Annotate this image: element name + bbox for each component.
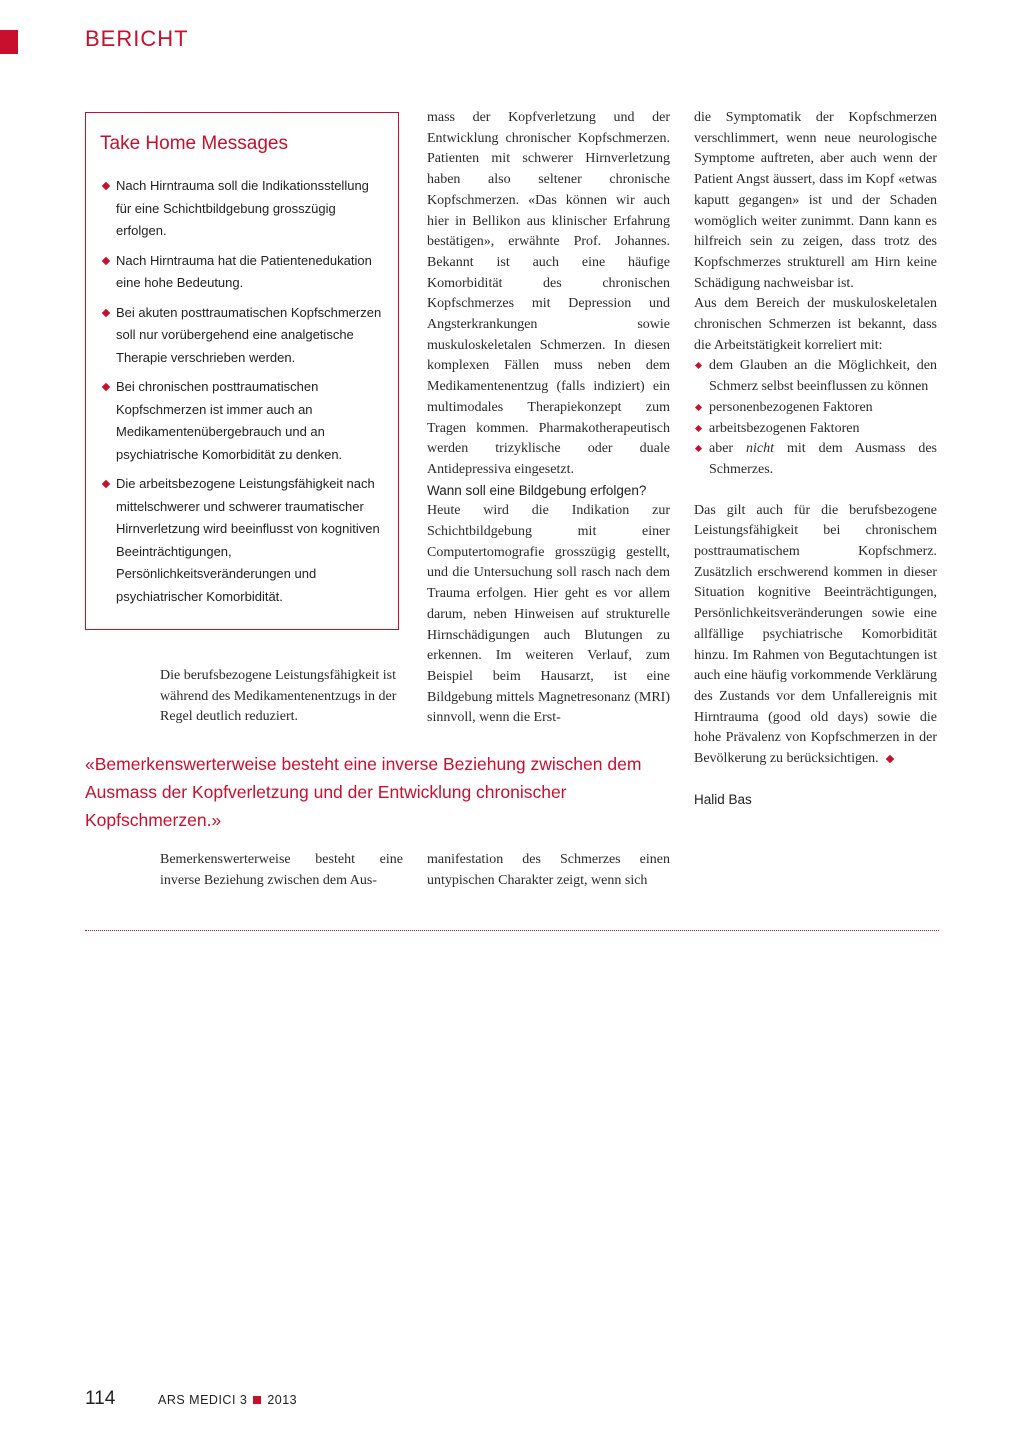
- list-item-text: mit dem Ausmass des Schmerzes.: [709, 441, 937, 477]
- journal-footer: [158, 1393, 297, 1407]
- box-title: Take Home Messages: [100, 133, 288, 154]
- list-item-text: Nach Hirntrauma soll die Indikationsstellung für eine Schichtbildgebung grosszügig erfolgen.: [116, 178, 369, 238]
- diamond-bullet-icon: [102, 383, 110, 391]
- list-item-text: aber: [709, 441, 747, 457]
- column-1-top: [160, 666, 403, 728]
- diamond-bullet-icon: [695, 445, 702, 452]
- header-accent-bar: [0, 30, 18, 54]
- list-item: [100, 376, 384, 466]
- list-item: [100, 473, 384, 608]
- take-home-box: [85, 112, 399, 630]
- paragraph: die Symptomatik der Kopfschmerzen verschlimmert, wenn neue neurologische Symptome auftreten, aber auch wenn der Patient Angst äussert, dass im Kopf «etwas kaputt gegangen» ist und der Schaden womöglich weiter zunimmt. Dann kann es hilfreich sein zu zeigen, dass trotz des Kopfschmerzes strukturell am Hirn keine Schädigung nachweisbar ist.: [694, 110, 937, 291]
- take-home-list: [100, 175, 384, 608]
- paragraph-text: Das gilt auch für die berufsbezogene Leistungsfähigkeit bei chronischem posttraumatischem Kopfschmerz. Zusätzlich erschwerend kommen in dieser Situation kognitive Beeinträchtigungen, Persönlichkeitsveränderungen sowie eine allfällige psychiatrische Komorbidität hinzu. Im Rahmen von Begutachtungen ist auch eine häufig vorkommende Verklärung des Zustands vor dem Unfallereignis mit Hirntrauma (good old days) sowie die hohe Prävalenz von Kopfschmerzen in der Bevölkerung zu berücksichtigen.: [694, 502, 937, 767]
- list-item-text: arbeitsbezogenen Faktoren: [709, 420, 860, 436]
- list-item-text: dem Glauben an die Möglichkeit, den Schmerz selbst beeinflussen zu können: [709, 358, 937, 395]
- paragraph: Aus dem Bereich der muskuloskeletalen chronischen Schmerzen ist bekannt, dass die Arbeitstätigkeit korreliert mit:: [694, 296, 937, 353]
- page-number: 114: [85, 1388, 116, 1409]
- divider: [85, 930, 939, 931]
- emphasis-text: nicht: [746, 441, 775, 457]
- section-label: BERICHT: [85, 26, 189, 51]
- paragraph: [694, 501, 937, 770]
- column-2-bottom: [427, 850, 670, 891]
- list-item: [694, 439, 937, 480]
- list-item: [694, 419, 937, 440]
- list-item: [100, 302, 384, 370]
- list-item-text: Bei chronischen posttraumatischen Kopfschmerzen ist immer auch an Medikamentenübergebrauch und an psychiatrische Komorbidität zu denken.: [116, 379, 343, 462]
- diamond-bullet-icon: [102, 256, 110, 264]
- diamond-bullet-icon: [102, 308, 110, 316]
- diamond-bullet-icon: [695, 404, 702, 411]
- list-item-text: Nach Hirntrauma hat die Patientenedukation eine hohe Bedeutung.: [116, 252, 372, 290]
- journal-year: 2013: [267, 1393, 298, 1407]
- column-2-top: [427, 108, 670, 729]
- diamond-bullet-icon: [695, 362, 702, 369]
- correlation-list: [694, 356, 937, 480]
- paragraph: Heute wird die Indikation zur Schichtbildgebung mit einer Computertomografie grosszügig gestellt, und die Untersuchung soll rasch nach dem Trauma erfolgen. Hier geht es vor allem darum, neben Hinweisen auf strukturelle Hirnschädigungen auch Blutungen zu erkennen. Im weiteren Verlauf, zum Beispiel beim Hausarzt, ist eine Bildgebung mittels Magnetresonanz (MRI) sinnvoll, wenn die Erst-: [427, 503, 670, 726]
- list-item: [694, 398, 937, 419]
- list-item-text: personenbezogenen Faktoren: [709, 399, 873, 415]
- paragraph: Bemerkenswerterweise besteht eine inverse Beziehung zwischen dem Aus-: [160, 852, 403, 888]
- diamond-bullet-icon: [102, 182, 110, 190]
- list-item-text: Die arbeitsbezogene Leistungsfähigkeit nach mittelschwerer und schwerer traumatischer Hirnverletzung wird beeinflusst von kognitiven Beeinträchtigungen, Persönlichkeitsveränderungen und psychiatrischer Komorbidität.: [116, 476, 380, 604]
- list-item: [694, 356, 937, 397]
- subheading: Wann soll eine Bildgebung erfolgen?: [427, 482, 647, 498]
- end-mark-icon: [885, 755, 893, 763]
- square-separator-icon: [253, 1396, 261, 1404]
- pull-quote: «Bemerkenswerterweise besteht eine inverse Beziehung zwischen dem Ausmass der Kopfverletzung und der Entwicklung chronischer Kopfschmerzen.»: [85, 754, 642, 830]
- paragraph: Die berufsbezogene Leistungsfähigkeit ist während des Medikamentenentzugs in der Regel deutlich reduziert.: [160, 668, 397, 725]
- paragraph: mass der Kopfverletzung und der Entwicklung chronischer Kopfschmerzen. Patienten mit schwerer Hirnverletzung haben also seltener chronische Kopfschmerzen. «Das können wir auch hier in Bellikon aus klinischer Erfahrung bestätigen», erwähnte Prof. Johannes. Bekannt ist auch eine häufige Komorbidität des chronischen Kopfschmerzes mit Depression und Angsterkrankungen sowie muskuloskeletalen Schmerzen. In diesen komplexen Fällen muss neben dem Medikamentenentzug (falls indiziert) ein multimodales Therapiekonzept zum Tragen kommen. Pharmakotherapeutisch werden trizyklische oder duale Antidepressiva eingesetzt.: [427, 110, 670, 477]
- list-item: [100, 250, 384, 295]
- journal-name: ARS MEDICI 3: [158, 1393, 248, 1407]
- list-item-text: Bei akuten posttraumatischen Kopfschmerzen soll nur vorübergehend eine analgetische Therapie verschrieben werden.: [116, 304, 382, 365]
- column-1-bottom: [160, 850, 403, 891]
- paragraph: manifestation des Schmerzes einen untypischen Charakter zeigt, wenn sich: [427, 852, 670, 888]
- author-name: Halid Bas: [694, 791, 752, 807]
- diamond-bullet-icon: [695, 425, 702, 432]
- diamond-bullet-icon: [102, 480, 110, 488]
- list-item: [100, 175, 384, 243]
- column-3: [694, 108, 937, 811]
